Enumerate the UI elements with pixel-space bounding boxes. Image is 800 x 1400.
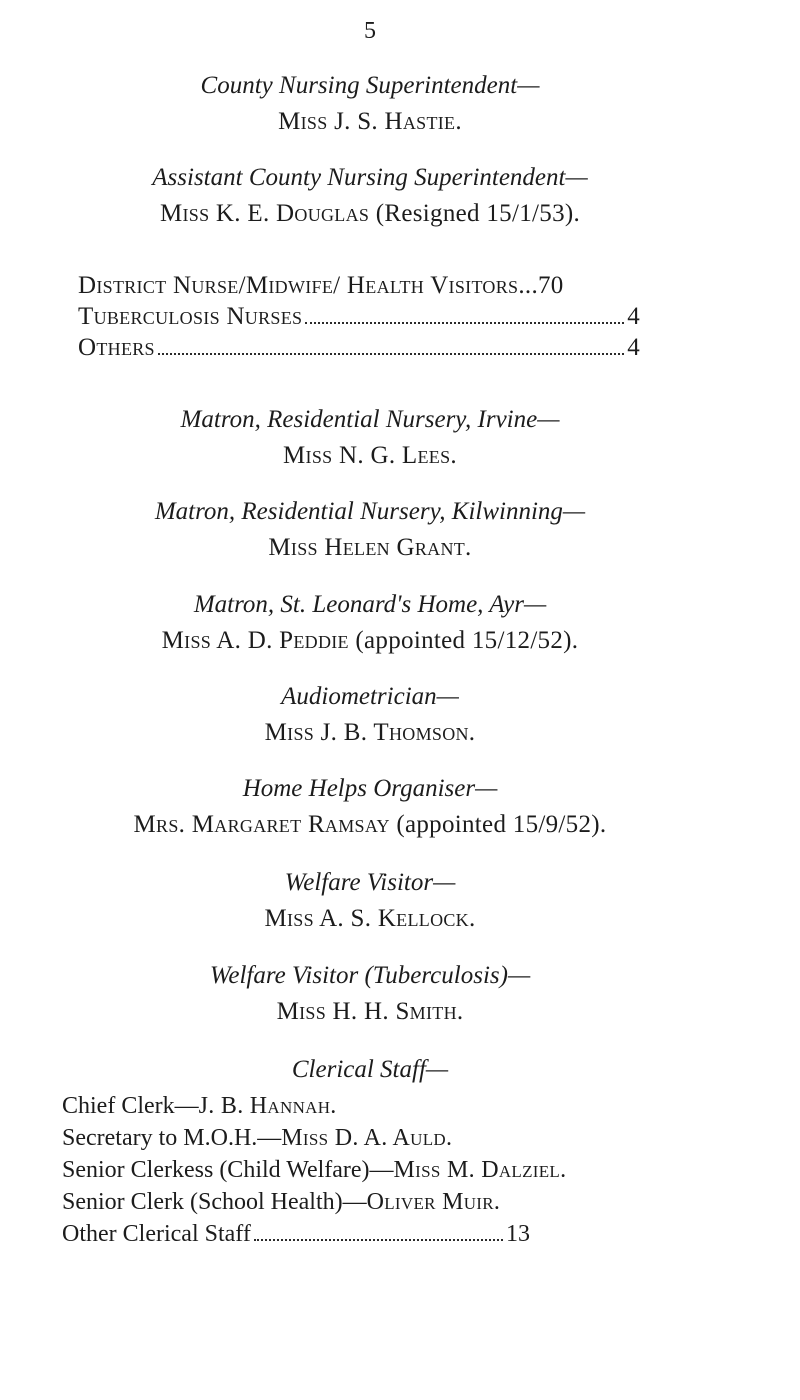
clerical-line-secretary bbox=[62, 1120, 762, 1156]
count-line-district-nurses bbox=[78, 272, 640, 300]
clerical-name: J. B. Hannah. bbox=[198, 1093, 337, 1119]
entry-home-helps-organiser bbox=[0, 771, 740, 843]
entry-name: Miss K. E. Douglas bbox=[159, 200, 370, 227]
entry-name-line bbox=[0, 196, 740, 232]
entry-county-nursing-superintendent bbox=[0, 68, 740, 140]
entry-welfare-visitor bbox=[0, 865, 740, 937]
dot-leader bbox=[254, 1239, 503, 1241]
clerical-staff-heading-block bbox=[0, 1052, 740, 1088]
count-value: 4 bbox=[627, 334, 640, 361]
entry-name: Miss H. H. Smith. bbox=[276, 998, 464, 1025]
entry-role: Audiometrician— bbox=[281, 683, 459, 710]
clerical-title: Senior Clerkess (Child Welfare)— bbox=[62, 1157, 394, 1183]
entry-welfare-visitor-tuberculosis bbox=[0, 958, 740, 1030]
clerical-line-senior-clerkess bbox=[62, 1152, 762, 1188]
entry-note: (appointed 15/9/52). bbox=[389, 811, 607, 838]
count-label: District Nurse/Midwife/ Health Visitors... bbox=[78, 272, 538, 299]
entry-name: Miss Helen Grant. bbox=[268, 534, 472, 561]
entry-name-line bbox=[0, 623, 740, 659]
entry-name: Miss A. S. Kellock. bbox=[264, 905, 476, 932]
entry-role: Matron, St. Leonard's Home, Ayr— bbox=[193, 591, 547, 618]
entry-role: Welfare Visitor (Tuberculosis)— bbox=[209, 962, 531, 989]
entry-matron-irvine bbox=[0, 402, 740, 474]
count-label: Tuberculosis Nurses bbox=[78, 303, 303, 330]
page-number: 5 bbox=[364, 18, 376, 44]
entry-name: Miss N. G. Lees. bbox=[283, 442, 457, 469]
entry-role: Assistant County Nursing Superintendent— bbox=[152, 164, 588, 191]
clerical-name: Miss D. A. Auld. bbox=[281, 1125, 453, 1151]
count-value: 70 bbox=[538, 272, 564, 299]
clerical-name: Oliver Muir. bbox=[366, 1189, 501, 1215]
entry-note: (Resigned 15/1/53). bbox=[369, 200, 581, 227]
entry-audiometrician bbox=[0, 679, 740, 751]
clerical-title: Secretary to M.O.H.— bbox=[62, 1125, 282, 1151]
entry-role: Welfare Visitor— bbox=[284, 869, 456, 896]
clerical-staff-heading: Clerical Staff— bbox=[291, 1056, 449, 1083]
entry-name: Miss J. S. Hastie. bbox=[278, 108, 462, 135]
entry-matron-st-leonards bbox=[0, 587, 740, 659]
clerical-title: Chief Clerk— bbox=[62, 1093, 199, 1119]
clerical-other-label: Other Clerical Staff bbox=[62, 1221, 251, 1247]
entry-name: Miss A. D. Peddie bbox=[161, 627, 349, 654]
entry-role: County Nursing Superintendent— bbox=[200, 72, 540, 99]
dot-leader bbox=[158, 353, 624, 355]
count-value: 4 bbox=[627, 303, 640, 330]
entry-assistant-county-nursing-superintendent bbox=[0, 160, 740, 232]
entry-matron-kilwinning bbox=[0, 494, 740, 566]
dot-leader bbox=[305, 322, 624, 324]
clerical-line-other-staff bbox=[62, 1216, 530, 1252]
entry-role: Home Helps Organiser— bbox=[242, 775, 498, 802]
clerical-name: Miss M. Dalziel. bbox=[393, 1157, 567, 1183]
clerical-line-senior-clerk bbox=[62, 1184, 762, 1220]
count-line-tuberculosis-nurses bbox=[78, 303, 640, 331]
entry-name: Miss J. B. Thomson. bbox=[264, 719, 476, 746]
count-label: Others bbox=[78, 334, 155, 361]
count-line-others bbox=[78, 334, 640, 362]
clerical-line-chief-clerk bbox=[62, 1088, 762, 1124]
entry-role: Matron, Residential Nursery, Irvine— bbox=[180, 406, 560, 433]
entry-note: (appointed 15/12/52). bbox=[348, 627, 579, 654]
entry-name-line bbox=[0, 807, 740, 843]
entry-name: Mrs. Margaret Ramsay bbox=[133, 811, 390, 838]
entry-role: Matron, Residential Nursery, Kilwinning— bbox=[154, 498, 586, 525]
clerical-other-value: 13 bbox=[506, 1221, 530, 1247]
clerical-title: Senior Clerk (School Health)— bbox=[62, 1189, 367, 1215]
